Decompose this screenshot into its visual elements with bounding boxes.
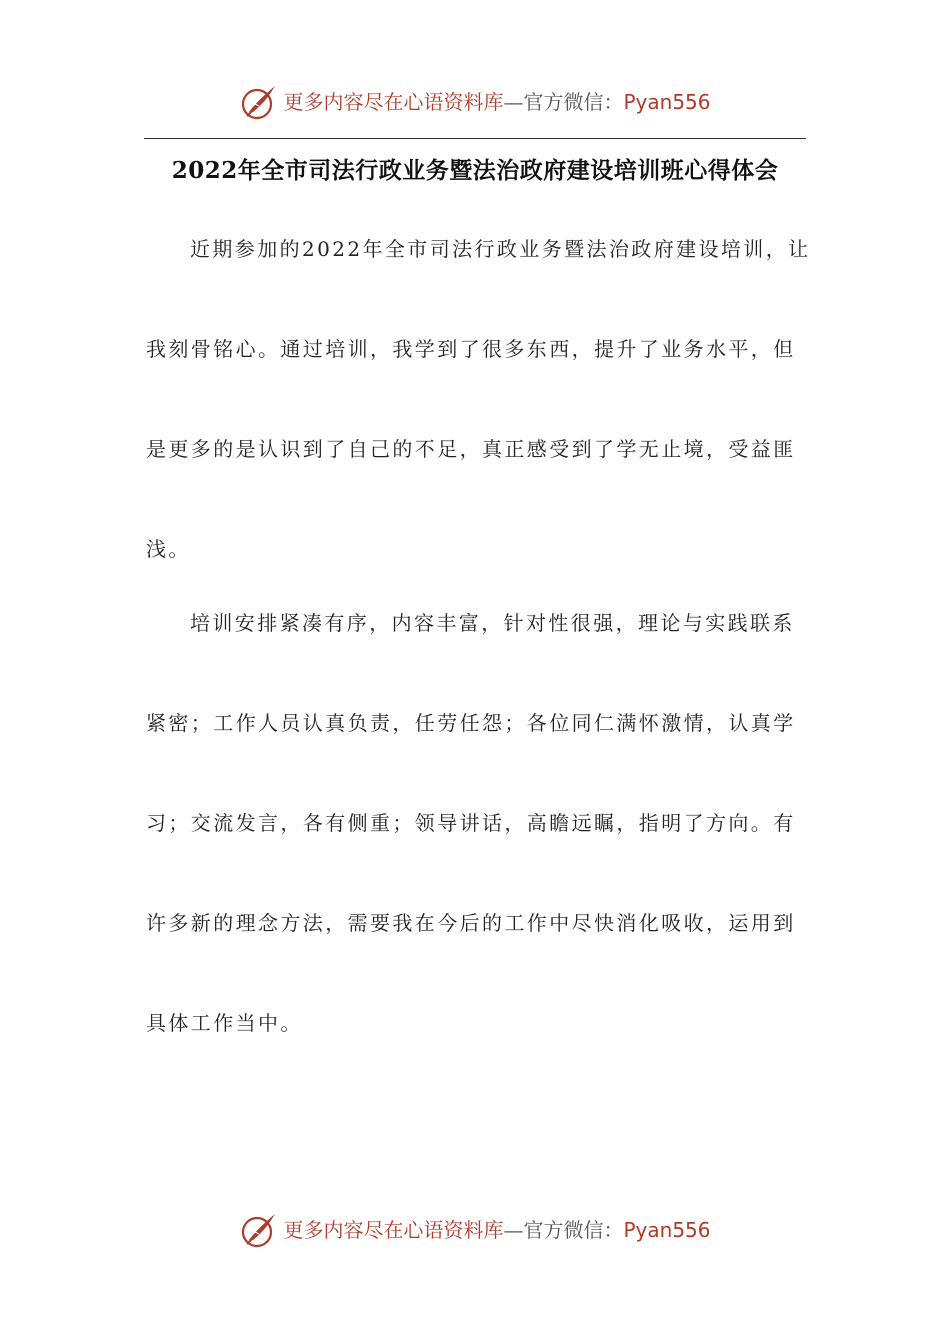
body-line: 培训安排紧凑有序，内容丰富，针对性很强，理论与实践联系 <box>190 611 795 635</box>
header-divider <box>144 138 806 139</box>
header-banner <box>0 80 950 124</box>
body-line: 是更多的是认识到了自己的不足，真正感受到了学无止境，受益匪 <box>146 437 796 461</box>
body-line: 习；交流发言，各有侧重；领导讲话，高瞻远瞩，指明了方向。有 <box>146 811 796 835</box>
quill-pen-icon <box>239 1210 279 1250</box>
header-banner-text <box>283 92 710 112</box>
header-banner-account: Pyan556 <box>623 90 711 114</box>
footer-banner-text <box>283 1220 710 1240</box>
body-line: 近期参加的2022年全市司法行政业务暨法治政府建设培训，让 <box>190 237 811 261</box>
footer-banner-brand: 更多内容尽在心语资料库 <box>283 1218 504 1242</box>
body-line: 许多新的理念方法，需要我在今后的工作中尽快消化吸收，运用到 <box>146 911 796 935</box>
body-line: 紧密；工作人员认真负责，任劳任怨；各位同仁满怀激情，认真学 <box>146 711 796 735</box>
header-banner-label: —官方微信： <box>503 90 624 114</box>
footer-banner <box>0 1208 950 1252</box>
document-title: 2022年全市司法行政业务暨法治政府建设培训班心得体会 <box>171 157 779 184</box>
quill-pen-icon <box>239 82 279 122</box>
body-line: 浅。 <box>146 537 191 561</box>
footer-banner-account: Pyan556 <box>623 1218 711 1242</box>
body-line: 我刻骨铭心。通过培训，我学到了很多东西，提升了业务水平，但 <box>146 337 796 361</box>
footer-banner-label: —官方微信： <box>503 1218 624 1242</box>
body-line: 具体工作当中。 <box>146 1011 303 1035</box>
header-banner-brand: 更多内容尽在心语资料库 <box>283 90 504 114</box>
